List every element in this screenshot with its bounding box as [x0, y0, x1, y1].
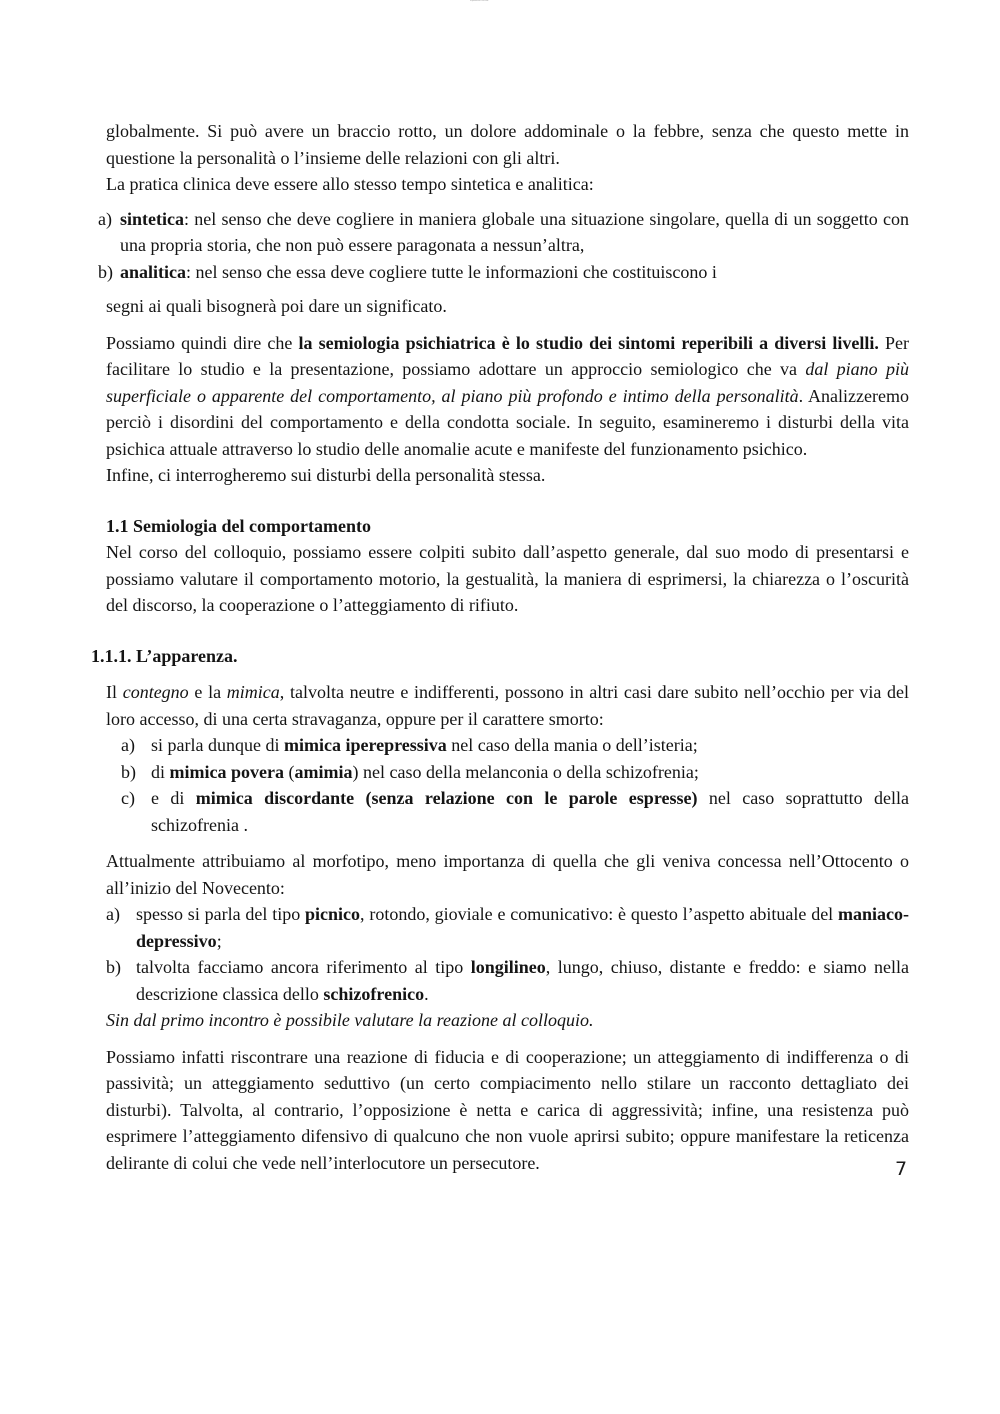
list-marker: b): [106, 957, 121, 977]
text-span: , talvolta neutre e indifferenti, possono in altri casi dare subito nell’occhio per via del loro accesso, di una certa stravaganza, oppure per il carattere smorto:: [106, 682, 909, 729]
text-span: Possiamo quindi dire che: [106, 332, 299, 353]
paragraph-6: Nel corso del colloquio, possiamo essere colpiti subito dall’aspetto generale, dal suo modo di presentarsi e possiamo valutare il comportamento motorio, la gestualità, la maniera di esprimersi, la chiarezza o l’oscurità del discorso, la cooperazione o l’atteggiamento di rifiuto.: [106, 542, 909, 615]
italic-phrase: dal piano più superficiale o apparente del comportamento, al piano più profondo e intimo della personalità: [106, 359, 909, 406]
paragraph-2: La pratica clinica deve essere allo stesso tempo sintetica e analitica:: [106, 174, 594, 194]
text-span: si parla dunque di: [151, 735, 284, 755]
page-body: [91, 118, 910, 1176]
bold-term: schizofrenico: [323, 983, 425, 1004]
list-item: [106, 759, 909, 786]
bold-term: mimica discordante (senza relazione con le parole espresse): [195, 788, 698, 808]
paragraph-1: globalmente. Si può avere un braccio rotto, un dolore addominale o la febbre, senza che questo mette in questione la personalità o l’insieme delle relazioni con gli altri.: [106, 121, 909, 168]
text-span: spesso si parla del tipo: [136, 904, 306, 924]
list-item: [106, 785, 909, 838]
paragraph-8: Attualmente attribuiamo al morfotipo, meno importanza di quella che gli veniva concessa nell’Ottocento o all’inizio del Novecento:: [106, 851, 909, 898]
list-marker: b): [121, 761, 136, 782]
list-morfotipo: [106, 901, 909, 1007]
list-marker: a): [106, 904, 120, 924]
text-span: ;: [216, 930, 222, 951]
text-span: Per facilitare lo studio e la presentazione, possiamo adottare un approccio semiologico che va: [106, 332, 910, 379]
list-item: [106, 732, 909, 759]
list-marker: a): [121, 735, 135, 755]
list-pratica-clinica: [98, 206, 909, 286]
list-text: : nel senso che essa deve cogliere tutte le informazioni che costituiscono i: [186, 261, 717, 282]
text-span: talvolta facciamo ancora riferimento al tipo: [136, 957, 471, 977]
bold-term: longilineo: [470, 957, 546, 977]
header-watermark: Riproduzione riservata: [470, 0, 489, 2]
bold-term: mimica iperepressiva: [283, 735, 447, 755]
list-item: [98, 259, 909, 286]
paragraph-7: [106, 679, 909, 732]
page-number: 7: [895, 1158, 908, 1180]
text-span: , rotondo, gioviale e comunicativo: è questo l’aspetto abituale del: [360, 904, 838, 924]
text-span: e la: [188, 682, 227, 702]
text-span: . Analizzeremo perciò i disordini del comportamento e della condotta sociale. In seguito, esamineremo i disturbi della vita psichica attuale attraverso lo studio delle anomalie acute e manifeste del funzionamento psichico.: [106, 385, 909, 459]
text-span: nel caso della mania o dell’isteria;: [446, 735, 698, 755]
term-analitica: analitica: [120, 261, 186, 282]
bold-term: mimica povera: [169, 761, 284, 782]
text-span: di: [151, 761, 170, 782]
list-item: [106, 901, 909, 954]
paragraph-10: Possiamo infatti riscontrare una reazione di fiducia e di cooperazione; un atteggiamento di indifferenza o di passività; un atteggiamento seduttivo (un certo compiacimento nello stilare un racconto dettagliato dei disturbi). Talvolta, al contrario, l’opposizione è netta e carica di aggressività; infine, una resistenza può esprimere l’atteggiamento difensivo di qualcuno che non vuole aprirsi subito; oppure manifestare la reticenza delirante di colui che vede nell’interlocutore un persecutore.: [106, 1046, 909, 1173]
bold-definition: la semiologia psichiatrica è lo studio dei sintomi reperibili a diversi livelli.: [298, 332, 879, 353]
text-span: (: [283, 761, 295, 782]
list-marker: b): [98, 261, 113, 282]
bold-term: maniaco-depressivo: [136, 904, 909, 951]
list-marker: c): [121, 788, 135, 808]
italic-word: contegno: [122, 682, 189, 702]
bold-term: amimia: [294, 761, 353, 782]
list-item: [98, 206, 909, 259]
term-sintetica: sintetica: [120, 208, 184, 229]
text-span: Il: [106, 682, 123, 702]
text-span: e di: [151, 788, 196, 808]
paragraph-9: [106, 1007, 909, 1034]
italic-word: mimica: [226, 682, 280, 702]
italic-sentence: Sin dal primo incontro è possibile valutare la reazione al colloquio.: [106, 1010, 594, 1030]
subsection-heading: 1.1.1. L’apparenza.: [91, 645, 238, 666]
paragraph-3: segni ai quali bisognerà poi dare un significato.: [106, 296, 447, 316]
list-mimica: [106, 732, 909, 838]
text-span: , lungo, chiuso, distante e freddo: e siamo nella descrizione classica dello: [136, 957, 909, 1004]
section-heading: 1.1 Semiologia del comportamento: [106, 515, 371, 536]
text-span: .: [424, 983, 429, 1004]
list-text: : nel senso che deve cogliere in maniera globale una situazione singolare, quella di un soggetto con una propria storia, che non può essere paragonata a nessun’altra,: [120, 208, 909, 255]
list-marker: a): [98, 208, 112, 229]
text-span: nel caso soprattutto della schizofrenia .: [151, 788, 909, 835]
paragraph-4: [106, 330, 909, 463]
bold-term: picnico: [305, 904, 361, 924]
text-span: ) nel caso della melanconia o della schizofrenia;: [352, 761, 699, 782]
paragraph-5: Infine, ci interrogheremo sui disturbi della personalità stessa.: [106, 465, 546, 485]
list-item: [106, 954, 909, 1007]
